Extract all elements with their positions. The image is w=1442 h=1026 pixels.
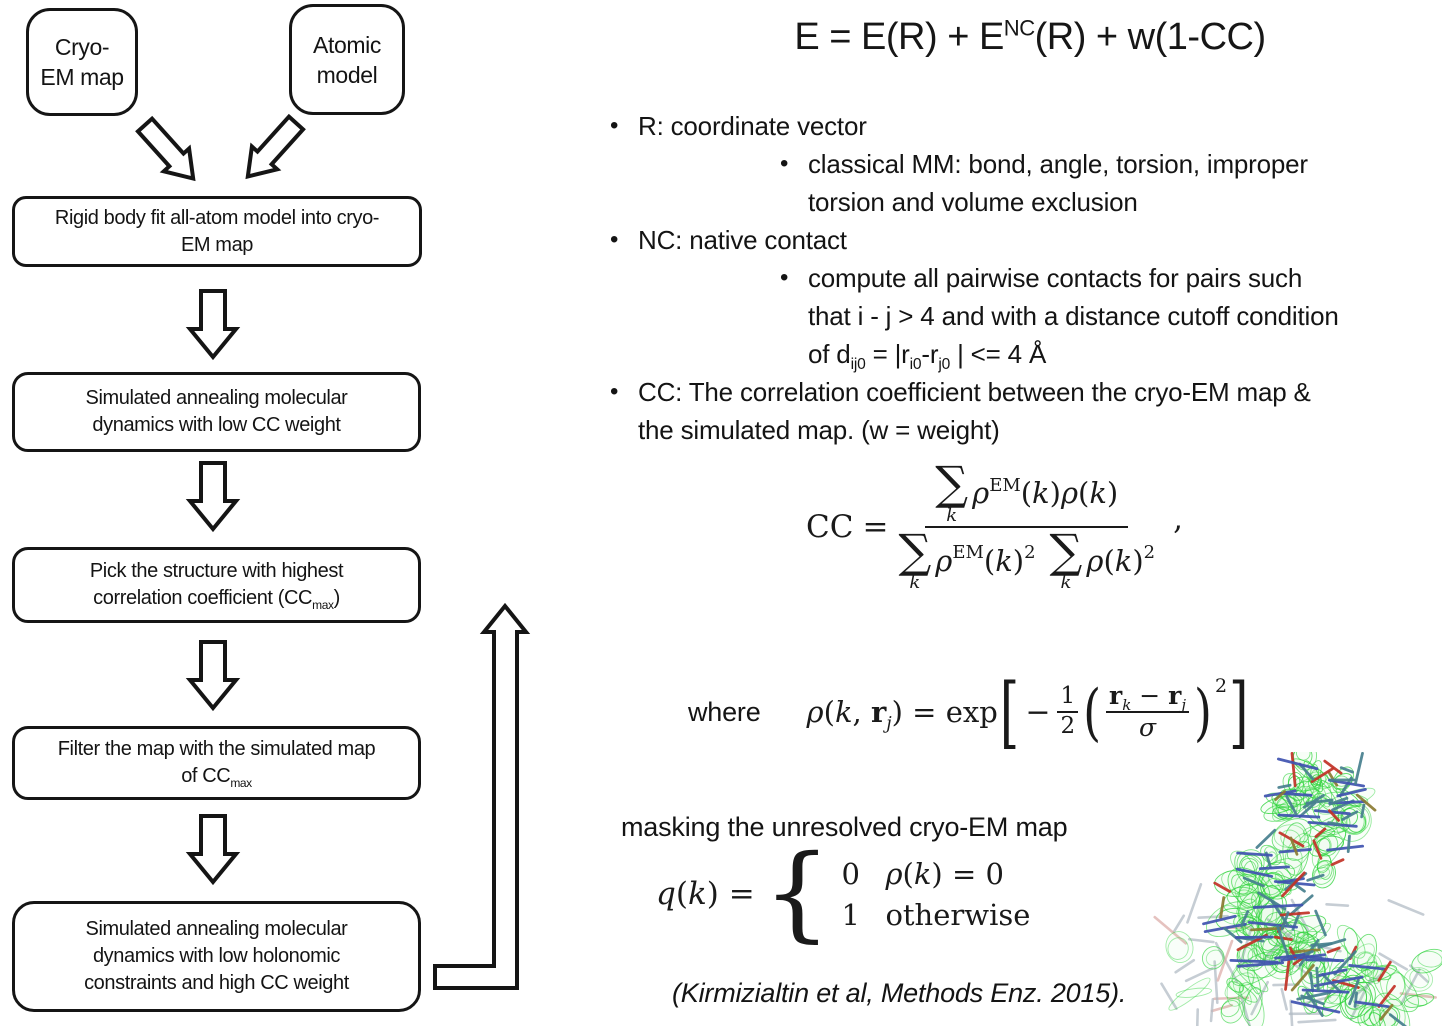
bullet-item: • NC: native contact <box>607 221 1442 259</box>
close-bracket: ] <box>1229 667 1249 757</box>
equals-sign: = <box>862 509 889 546</box>
q-case-row: 0 ρ(k) = 0 <box>841 856 1004 891</box>
q-equation-lhs: q(k) = <box>656 876 755 913</box>
flow-box-cryo-em-map: Cryo- EM map <box>26 8 138 116</box>
flow-step-rigid-body-fit: Rigid body fit all-atom model into cryo- EM map <box>12 196 422 267</box>
bullet-item: • R: coordinate vector <box>607 107 1442 145</box>
comma: , <box>1173 501 1183 538</box>
sum-operator: ∑ k <box>935 456 969 526</box>
cc-equation <box>806 456 1183 594</box>
rho-equation: ρ(k, $r_j) = \exp$ [ − $\frac{1}{2}$ ( $r_k - r_j$ σ ) 2 ] <box>806 667 1249 757</box>
cryo-em-density-molecule-image <box>1150 752 1442 1026</box>
minus-sign: − <box>1025 694 1051 730</box>
open-bracket: [ <box>999 667 1020 757</box>
arrow-diagonal-left-icon <box>132 114 205 190</box>
brace: { <box>762 834 832 953</box>
arrow-down-3-icon <box>190 642 236 708</box>
arrow-diagonal-right-icon <box>235 112 308 188</box>
where-label: where <box>688 696 761 727</box>
where-row <box>688 664 1251 760</box>
flow-step-annealing-high-cc: Simulated annealing molecular dynamics with low holonomic constraints and high CC weight <box>12 901 421 1012</box>
cc-denominator-2: $\rho(k)^2$ <box>1086 542 1156 579</box>
q-rows <box>841 856 1030 934</box>
bullet-list <box>607 107 1442 449</box>
cc-equation-lhs: CC <box>806 509 854 546</box>
exponent: 2 <box>1214 675 1228 697</box>
cc-numerator: $\rho^{EM}(k)\rho(k)$ <box>972 474 1119 511</box>
r-over-sigma-fraction: $r_k - r_j$ σ <box>1106 682 1189 742</box>
bullet-item: • compute all pairwise contacts for pairs such that i - j > 4 and with a distance cutoff condition of $d_{ij0} = |r_{i0}-r_{j0}$ | <= 4 Å <box>777 259 1442 373</box>
cc-fraction <box>898 456 1156 594</box>
flow-box-atomic-model: Atomic model <box>289 4 405 115</box>
arrow-down-4-icon <box>190 816 236 882</box>
flow-step-annealing-low-cc: Simulated annealing molecular dynamics with low CC weight <box>12 372 421 452</box>
flow-step-pick-structure: Pick the structure with highest correlation coefficient $(CC_{max})$ <box>12 547 421 623</box>
q-case-row: 1 otherwise <box>841 897 1031 932</box>
one-half-fraction: $\frac{1}{2}$ <box>1057 684 1078 740</box>
masking-label: masking the unresolved cryo-EM map <box>621 812 1068 842</box>
flowchart-arrows <box>0 0 560 1026</box>
loop-back-arrow-icon <box>435 606 526 988</box>
cc-denominator-1: $\rho^{EM}(k)^2$ <box>935 542 1036 579</box>
open-paren: ( <box>1083 675 1102 749</box>
bullet-item: • classical MM: bond, angle, torsion, improper torsion and volume exclusion <box>777 145 1442 221</box>
q-equation <box>656 834 1031 953</box>
energy-equation-title: $E = E(R) + E^{NC}(R) + w(1-CC)$ <box>794 15 1266 58</box>
bullet-item: • CC: The correlation coefficient between the cryo-EM map & the simulated map. (w = weight) <box>607 373 1442 449</box>
citation: (Kirmizialtin et al, Methods Enz. 2015). <box>672 978 1127 1008</box>
arrow-down-2-icon <box>190 463 236 529</box>
sum-operator: ∑ k <box>898 523 932 594</box>
flow-step-filter-map: Filter the map with the simulated map of $CC_{max}$ <box>12 726 421 800</box>
sum-operator: ∑ k <box>1049 523 1083 594</box>
arrow-down-1-icon <box>190 291 236 357</box>
close-paren: ) <box>1193 675 1212 749</box>
